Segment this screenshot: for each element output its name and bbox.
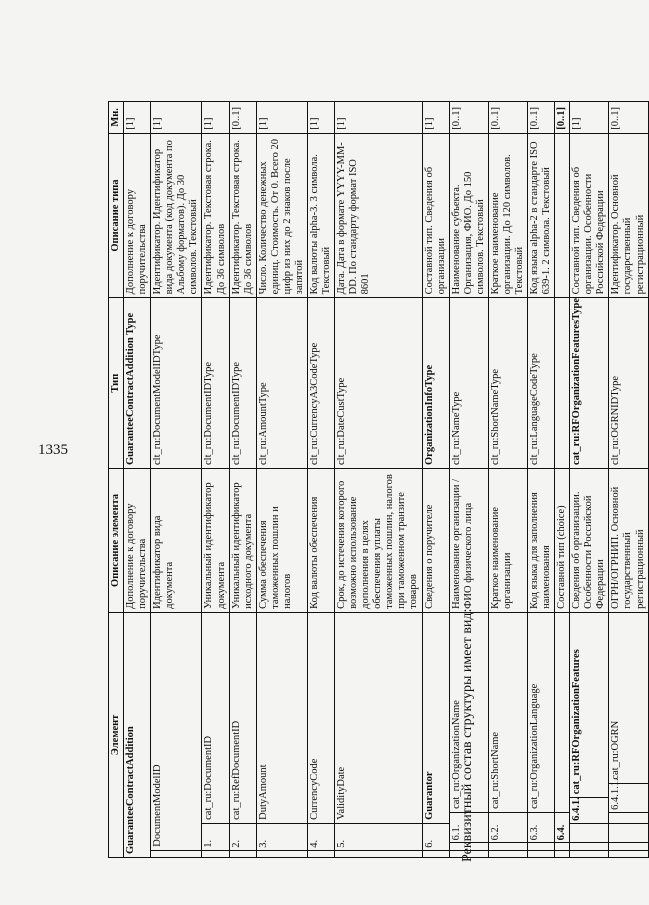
cell-description: Краткое наименование организации — [488, 469, 527, 613]
cell-type-description: Наименование субъекта. Организация, ФИО. До 150 символов. Текстовый — [449, 133, 488, 298]
cell-description: Уникальный идентификатор документа — [202, 469, 229, 613]
table-row — [555, 102, 570, 858]
cell-type-description: Дата. Дата в формате YYYY-MM-DD. По стандарту формат ISO 8601 — [335, 133, 422, 298]
cell-type: clt_ru:NameType — [449, 298, 488, 469]
indent-cell — [570, 843, 609, 850]
cell-type: clt_ru:AmountType — [256, 298, 307, 469]
cell-type: clt_ru:LanguageCodeType — [528, 298, 555, 469]
cell-type-description: Краткое наименование организации. До 120 символов. Текстовый — [488, 133, 527, 298]
cell-cardinality: [1] — [422, 102, 449, 134]
table-row — [609, 102, 648, 858]
cell-description: Составной тип (choice) — [555, 469, 570, 613]
cell-element: CurrencyCode — [307, 612, 334, 823]
cell-element: cat_ru:ShortName — [488, 612, 527, 812]
cell-number: 6. — [422, 823, 449, 850]
cell-description: Наименование организации / ФИО физического лица — [449, 469, 488, 613]
indent-cell — [488, 850, 527, 857]
indent-cell — [488, 843, 527, 850]
cell-cardinality: [1] — [307, 102, 334, 134]
cell-type: clt_ru:DateCustType — [335, 298, 422, 469]
cell-element: cat_ru:OGRN — [609, 612, 648, 783]
cell-description: Срок, до истечения которого возможно использование дополнения в целях обеспечения уплаты таможенных пошлин, налогов при таможенном транзите товаров — [335, 469, 422, 613]
cell-number: 6.2. — [488, 812, 527, 842]
indent-cell — [528, 850, 555, 857]
cell-cardinality: [1] — [570, 102, 609, 134]
cell-element: Guarantor — [422, 612, 449, 823]
cell-cardinality: [1] — [202, 102, 229, 134]
cell-cardinality: [1] — [124, 102, 151, 134]
indent-cell — [449, 843, 488, 850]
cell-number: 2. — [229, 823, 256, 850]
indent-cell — [609, 823, 648, 843]
cell-element: cat_ru:RFOrganizationFeatures — [570, 612, 609, 797]
cell-type-description: Код валюты alpha-3. 3 символа. Текстовый — [307, 133, 334, 298]
cell-description: Сведения о поручителе — [422, 469, 449, 613]
cell-type-description: Составной тип. Сведения об организации — [422, 133, 449, 298]
table-row — [202, 102, 229, 858]
cell-cardinality: [1] — [335, 102, 422, 134]
cell-description: ОГРН/ОГРНИП. Основной государственный регистрационный — [609, 469, 648, 613]
cell-number: 4. — [307, 823, 334, 850]
cell-number: 6.4. — [555, 812, 570, 842]
page-number: 1335 — [38, 442, 68, 458]
cell-type: cat_ru:RFOrganizationFeaturesType — [570, 298, 609, 469]
cell-type: GuaranteeContractAddition Type — [124, 298, 151, 469]
cell-description: Уникальный идентификатор исходного документа — [229, 469, 256, 613]
cell-description: Сумма обеспечения таможенных пошлин и налогов — [256, 469, 307, 613]
cell-number: 6.4.1. — [570, 798, 609, 824]
table-row — [151, 102, 202, 858]
cell-cardinality: [1] — [256, 102, 307, 134]
table-row — [335, 102, 422, 858]
indent-cell — [449, 850, 488, 857]
indent-cell — [528, 843, 555, 850]
cell-type: clt_ru:ShortNameType — [488, 298, 527, 469]
cell-cardinality: [0..1] — [488, 102, 527, 134]
cell-element — [555, 612, 570, 812]
indent-cell — [151, 850, 202, 857]
cell-type-description: Число. Количество денежных единиц. Стоимость. От 0. Всего 20 цифр из них до 2 знаков после запятой — [256, 133, 307, 298]
indent-cell — [335, 850, 422, 857]
indent-cell — [570, 850, 609, 857]
cell-element: cat_ru:RefDocumentID — [229, 612, 256, 823]
cell-description: Дополнение к договору поручительства — [124, 469, 151, 613]
cell-type: clt_ru:OGRNIDType — [609, 298, 648, 469]
cell-type-description: Идентификатор. Текстовая строка. До 36 символов — [229, 133, 256, 298]
indent-cell — [555, 843, 570, 850]
cell-element: cat_ru:DocumentID — [202, 612, 229, 823]
table-header-row — [109, 102, 124, 858]
cell-description: Код языка для заполнения наименования — [528, 469, 555, 613]
rotated-page-content — [108, 82, 646, 882]
structure-table — [108, 101, 649, 858]
cell-description: Код валюты обеспечения — [307, 469, 334, 613]
cell-element: GuaranteeContractAddition — [124, 612, 151, 857]
indent-cell — [229, 850, 256, 857]
cell-type-description — [555, 133, 570, 298]
cell-cardinality: [0..1] — [555, 102, 570, 134]
header-cardinality: Мн. — [109, 102, 124, 134]
indent-cell — [256, 850, 307, 857]
cell-cardinality: [0..1] — [229, 102, 256, 134]
cell-type: clt_ru:DocumentModelIDType — [151, 298, 202, 469]
indent-cell — [609, 843, 648, 850]
header-element: Элемент — [109, 612, 124, 857]
intro-text: Реквизитный состав структуры имеет вид: — [460, 608, 475, 862]
cell-type-description: Идентификатор. Текстовая строка. До 36 символов — [202, 133, 229, 298]
table-row — [229, 102, 256, 858]
indent-cell — [570, 823, 609, 843]
indent-cell — [422, 850, 449, 857]
cell-cardinality: [1] — [151, 102, 202, 134]
cell-number: 1. — [202, 823, 229, 850]
header-description: Описание элемента — [109, 469, 124, 613]
cell-type: clt_ru:DocumentIDType — [202, 298, 229, 469]
cell-cardinality: [0..1] — [449, 102, 488, 134]
header-type-description: Описание типа — [109, 133, 124, 298]
cell-cardinality: [0..1] — [609, 102, 648, 134]
cell-type: clt_ru:CurrencyA3CodeType — [307, 298, 334, 469]
indent-cell — [609, 812, 648, 823]
cell-type-description: Дополнение к договору поручительства — [124, 133, 151, 298]
cell-element: DutyAmount — [256, 612, 307, 823]
cell-element: ValidityDate — [335, 612, 422, 823]
table-row — [307, 102, 334, 858]
cell-type-description: Идентификатор. Идентификатор вида документа (код документа по Альбому форматов). До 30 символов. Текстовый — [151, 133, 202, 298]
cell-element: cat_ru:OrganizationLanguage — [528, 612, 555, 812]
indent-cell — [307, 850, 334, 857]
cell-number: 6.1. — [449, 812, 488, 842]
cell-type-description: Составной тип. Сведения об организации. Особенности Российской Федерации — [570, 133, 609, 298]
cell-number: 6.3. — [528, 812, 555, 842]
indent-cell — [202, 850, 229, 857]
cell-type-description: Код языка alpha-2 в стандарте ISO 639-1. 2 символа. Текстовый — [528, 133, 555, 298]
cell-description: Сведения об организации. Особенности Российской Федерации — [570, 469, 609, 613]
cell-description: Идентификатор вида документа — [151, 469, 202, 613]
table-row — [422, 102, 449, 858]
cell-type: OrganizationInfoType — [422, 298, 449, 469]
cell-number: 5. — [335, 823, 422, 850]
cell-type-description: Идентификатор. Основной государственный регистрационный — [609, 133, 648, 298]
cell-type — [555, 298, 570, 469]
cell-cardinality: [0..1] — [528, 102, 555, 134]
header-type: Тип — [109, 298, 124, 469]
table-row — [570, 102, 609, 858]
cell-element: DocumentModelID — [151, 612, 202, 850]
table-row — [449, 102, 488, 858]
cell-element: cat_ru:OrganizationName — [449, 612, 488, 812]
table-row — [256, 102, 307, 858]
table-row — [124, 102, 151, 858]
cell-number: 6.4.1.1. — [609, 783, 648, 812]
table-row — [488, 102, 527, 858]
table-row — [528, 102, 555, 858]
indent-cell — [555, 850, 570, 857]
cell-number: 3. — [256, 823, 307, 850]
indent-cell — [609, 850, 648, 857]
cell-type: clt_ru:DocumentIDType — [229, 298, 256, 469]
